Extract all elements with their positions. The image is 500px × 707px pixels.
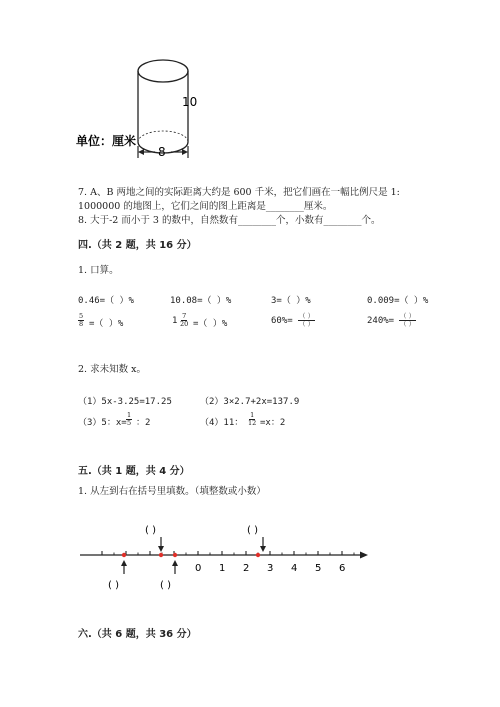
top-bracket-2: ( ) (247, 525, 258, 536)
arrow-down-b-head (158, 546, 164, 552)
frac-denominator: 20 (180, 320, 189, 328)
equation-4-pre: （4）11： (200, 418, 244, 428)
q8-text: 8. 大于-2 而小于 3 的数中，自然数有________个，小数有________个。 (78, 215, 381, 226)
frac-numerator: （ ） (400, 312, 416, 320)
oral-calc-3: 3=（ ）% (271, 296, 311, 306)
section4-title: 四.（共 2 题，共 16 分） (78, 240, 197, 251)
frac-denominator: 12 (248, 419, 257, 427)
oral-calc-8-pre: 240%= (367, 316, 395, 326)
frac-numerator: 1 (250, 411, 255, 419)
q7-line2: 1000000 的地图上，它们之间的图上距离是________厘米。 (78, 201, 333, 212)
equation-1: （1）5x-3.25=17.25 (78, 397, 172, 407)
width-label: 8 (158, 145, 166, 159)
s4-q1-title: 1. 口算。 (78, 265, 119, 276)
frac-blank-7 (298, 313, 315, 328)
oral-calc-6-rest: =（ ）% (193, 319, 228, 329)
mixed-whole: 1 (172, 316, 178, 326)
frac-1-12 (247, 412, 257, 427)
frac-numerator: 7 (182, 312, 187, 320)
frac-numerator: 5 (79, 312, 84, 320)
oral-calc-2: 10.08=（ ）% (170, 296, 232, 306)
bottom-bracket-1: ( ) (108, 580, 119, 591)
frac-denominator: 8 (79, 320, 84, 328)
q7-line1: 7. A、B 两地之间的实际距离大约是 600 千米，把它们画在一幅比例尺是 1: (78, 187, 400, 198)
equation-4-post: =x：2 (260, 418, 286, 428)
cylinder-figure (70, 50, 210, 162)
arrow-up-c-head (172, 560, 178, 566)
width-arrowhead-right (182, 149, 188, 155)
oral-calc-7-pre: 60%= (271, 316, 293, 326)
section5-title: 五.（共 1 题，共 4 分） (78, 466, 190, 477)
oral-calc-4: 0.009=（ ）% (367, 296, 429, 306)
top-bracket-1: ( ) (145, 525, 156, 536)
tick-label-3: 3 (267, 563, 274, 574)
frac-5-8 (78, 313, 84, 328)
point-d (256, 553, 260, 557)
frac-numerator: 1 (127, 411, 132, 419)
cylinder-bottom-back (138, 131, 188, 142)
section6-title: 六.（共 6 题，共 36 分） (78, 629, 197, 640)
equation-3-post: ：2 (136, 418, 151, 428)
point-a (122, 553, 126, 557)
frac-7-20 (179, 313, 189, 328)
tick-label-6: 6 (339, 563, 346, 574)
frac-blank-8 (399, 313, 416, 328)
oral-calc-1: 0.46=（ ）% (78, 296, 134, 306)
equation-2: （2）3×2.7+2x=137.9 (200, 397, 300, 407)
unit-label: 单位：厘米 (76, 134, 137, 148)
bottom-bracket-2: ( ) (160, 580, 171, 591)
tick-label-5: 5 (315, 563, 322, 574)
frac-numerator: （ ） (299, 312, 315, 320)
number-line (72, 522, 372, 592)
arrow-down-d-head (260, 546, 266, 552)
s5-q1-title: 1. 从左到右在括号里填数。（填整数或小数） (78, 486, 266, 497)
tick-label-2: 2 (243, 563, 250, 574)
point-c (173, 553, 177, 557)
tick-label-1: 1 (219, 563, 226, 574)
tick-label-0: 0 (195, 563, 202, 574)
arrow-up-a-head (121, 560, 127, 566)
frac-1-5 (126, 412, 132, 427)
cylinder-top (138, 60, 188, 82)
oral-calc-5-rest: =（ ）% (89, 319, 124, 329)
frac-denominator: （ ） (400, 320, 416, 328)
s4-q2-title: 2. 求未知数 x。 (78, 364, 146, 375)
frac-denominator: （ ） (299, 320, 315, 328)
height-label: 10 (182, 95, 198, 109)
equation-3-pre: （3）5：x= (78, 418, 127, 428)
axis-arrowhead (360, 552, 368, 559)
point-b (159, 553, 163, 557)
width-arrowhead-left (138, 149, 144, 155)
frac-denominator: 5 (127, 419, 132, 427)
tick-label-4: 4 (291, 563, 298, 574)
